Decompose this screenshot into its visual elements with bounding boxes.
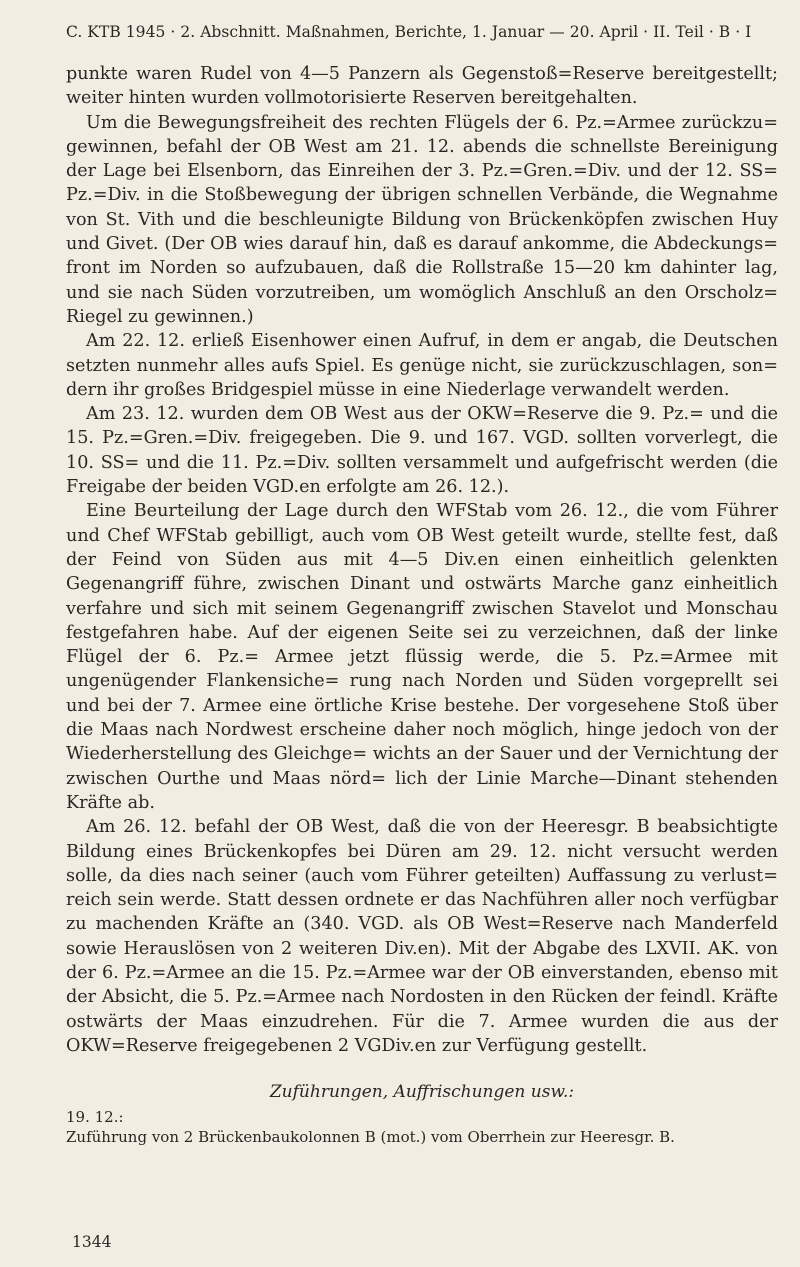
paragraph-6: Am 26. 12. befahl der OB West, daß die von der Heeresgr. B beabsichtigte Bildung eines Brückenkopfes bei Düren am 29. 12. nicht versucht werden solle, da dies nach seiner (auch vom Führer geteilten) Auffassung zu verlust= reich sein werde. Statt dessen ordnete er das Nachführen aller noch verfügbar zu machenden Kräfte an (340. VGD. als OB West=Reserve nach Manderfeld sowie Herauslösen von 2 weiteren Div.en). Mit der Abgabe des LXVII. AK. von der 6. Pz.=Armee an die 15. Pz.=Armee war der OB einverstanden, ebenso mit der Absicht, die 5. Pz.=Armee nach Nordosten in den Rücken der feindl. Kräfte ostwärts der Maas einzudrehen. Für die 7. Armee wurden die aus der OKW=Reserve freigegebenen 2 VGDiv.en zur Verfügung gestellt.	[66, 817, 778, 1056]
entry-text: Zuführung von 2 Brückenbaukolonnen B (mot.) vom Oberrhein zur Heeresgr. B.	[66, 1128, 675, 1147]
paragraph-3: Am 22. 12. erließ Eisenhower einen Aufruf, in dem er angab, die Deutschen setzten nunmehr alles aufs Spiel. Es genüge nicht, sie zurückzuschlagen, son= dern ihr großes Bridgespiel müsse in eine Niederlage verwandelt werden.	[66, 331, 778, 400]
paragraph-5: Eine Beurteilung der Lage durch den WFStab vom 26. 12., die vom Führer und Chef WFStab gebilligt, auch vom OB West geteilt wurde, stellte fest, daß der Feind von Süden aus mit 4—5 Div.en einen einheitlich gelenkten Gegenangriff führe, zwischen Dinant und ostwärts Marche ganz einheitlich verfahre und sich mit seinem Gegenangriff zwischen Stavelot und Monschau festgefahren habe. Auf der eigenen Seite sei zu verzeichnen, daß der linke Flügel der 6. Pz.= Armee jetzt flüssig werde, die 5. Pz.=Armee mit ungenügender Flankensiche= rung nach Norden und Süden vorgeprellt sei und bei der 7. Armee eine örtliche Krise bestehe. Der vorgesehene Stoß über die Maas nach Nordwest erscheine daher noch möglich, hinge jedoch von der Wiederherstellung des Gleichge= wichts an der Sauer und der Vernichtung der zwischen Ourthe und Maas nörd= lich der Linie Marche—Dinant stehenden Kräfte ab.	[66, 501, 778, 813]
body-text	[66, 62, 778, 1058]
page-number: 1344	[72, 1233, 112, 1251]
section-heading: Zuführungen, Auffrischungen usw.:	[269, 1082, 575, 1103]
entry-date: 19. 12.:	[66, 1108, 124, 1127]
running-head: C. KTB 1945 · 2. Abschnitt. Maßnahmen, Berichte, 1. Januar — 20. April · II. Teil · B · I	[66, 23, 752, 41]
paragraph-4: Am 23. 12. wurden dem OB West aus der OKW=Reserve die 9. Pz.= und die 15. Pz.=Gren.=Div. freigegeben. Die 9. und 167. VGD. sollten vorverlegt, die 10. SS= und die 11. Pz.=Div. sollten versammelt und aufgefrischt werden (die Freigabe der beiden VGD.en erfolgte am 26. 12.).	[66, 404, 778, 498]
paragraph-2: Um die Bewegungsfreiheit des rechten Flügels der 6. Pz.=Armee zurückzu= gewinnen, befahl der OB West am 21. 12. abends die schnellste Bereinigung der Lage bei Elsenborn, das Einreihen der 3. Pz.=Gren.=Div. und der 12. SS= Pz.=Div. in die Stoßbewegung der übrigen schnellen Verbände, die Wegnahme von St. Vith und die beschleunigte Bildung von Brückenköpfen zwischen Huy und Givet. (Der OB wies darauf hin, daß es darauf ankomme, die Abdeckungs= front im Norden so aufzubauen, daß die Rollstraße 15—20 km dahinter lag, und sie nach Süden vorzutreiben, um womöglich Anschluß an den Orscholz= Riegel zu gewinnen.)	[66, 112, 778, 327]
paragraph-1: punkte waren Rudel von 4—5 Panzern als Gegenstoß=Reserve bereitgestellt; weiter hinten wurden vollmotorisierte Reserven bereitgehalten.	[66, 64, 778, 109]
